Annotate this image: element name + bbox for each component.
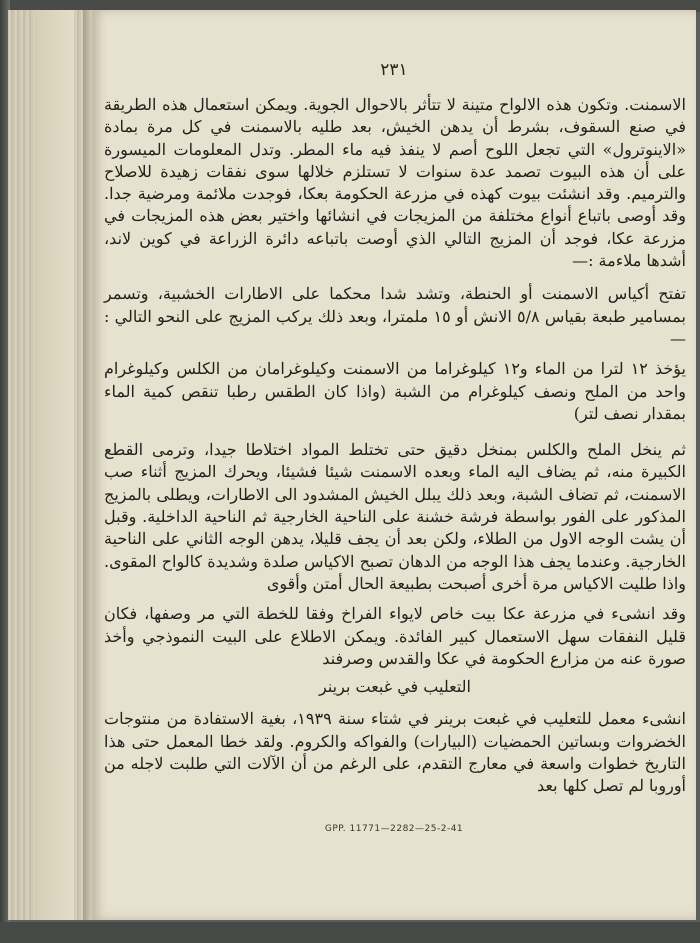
paragraph-2: تفتح أكياس الاسمنت أو الحنطة، وتشد شدا محكما على الاطارات الخشبية، وتسمر بمسامير طبعة بقياس ٥/٨ الانش أو ١٥ ملمترا، وبعد ذلك يركب المزيج على النحو التالي :—: [104, 284, 686, 348]
page-edges: [34, 10, 74, 920]
book-cover-bottom: [0, 922, 700, 943]
book-page: [92, 10, 696, 920]
section-paragraph: انشىء معمل للتعليب في غبعت برينر في شتاء سنة ١٩٣٩، بغية الاستفادة من منتوجات الخضروات وبساتين الحمضيات (البيارات) والفواكه والكروم. ولقد خطا المعمل حتى هذا التاريخ خطوات واسعة في معارج التقدم، على الرغم من أن الآلات التي طلبت لاجله من أوروبا لم تصل كلها بعد: [104, 709, 686, 796]
paragraph-5: وقد انشىء في مزرعة عكا بيت خاص لايواء الفراخ وفقا للخطة التي مر وصفها، فكان قليل النفقات سهل الاستعمال كبير الفائدة. ويمكن الاطلاع على البيت النموذجي وأخذ صورة عنه من مزارع الحكومة في عكا والقدس وصرفند: [104, 604, 686, 668]
section-heading: التعليب في غبعت برينر: [319, 677, 471, 697]
paragraph-3: يؤخذ ١٢ لترا من الماء و١٢ كيلوغراما من الاسمنت وكيلوغرامان من الكلس وكيلوغرام واحد من الملح ونصف كيلوغرام من الشبة (واذا كان الطقس رطبا تنقص كمية الماء بمقدار نصف لتر): [104, 359, 686, 423]
print-reference: GPP. 11771—2282—25-2-41: [324, 824, 464, 834]
page-number: ٢٣١: [380, 60, 408, 80]
paragraph-4: ثم ينخل الملح والكلس بمنخل دقيق حتى تختلط المواد اختلاطا جيدا، وترمى القطع الكبيرة منه، ثم يضاف اليه الماء وبعده الاسمنت شيئا فشيئا، ويحرك المزيج أثناء صب الاسمنت، ثم تضاف الشبة، وبعد ذلك يبلل الخيش المشدود الى الاطارات، ويطلى بالمزيج المذكور على الفور بواسطة فرشة خشنة على الناحية الخارجية ثم الناحية الداخلية. وقبل أن يشت الوجه الاول من الطلاء، ولكن بعد أن يجف قليلا، يدهن الوجه الثاني على الناحية الخارجية. وعندما يجف هذا الوجه من الدهان تصبح الاكياس صلدة وشديدة كالواح المقوى. واذا طليت الاكياس مرة أخرى أصبحت بطبيعة الحال أمتن وأقوى: [104, 440, 686, 593]
page-body: [104, 94, 686, 798]
page-stack: [8, 10, 85, 920]
paragraph-1: الاسمنت. وتكون هذه الالواح متينة لا تتأثر بالاحوال الجوية. ويمكن استعمال هذه الطريقة في صنع السقوف، بشرط أن يدهن الخيش، بعد طليه بالاسمنت في كل مرة بمادة «الاينوترول» التي تجعل اللوح أصم لا ينفذ فيه ماء المطر. وتدل المعلومات الميسورة على أن هذه البيوت تصمد عدة سنوات لا تستلزم خلالها سوى نفقات زهيدة للاصلاح والترميم. وقد انشئت بيوت كهذه في مزرعة الحكومة بعكا، فوجدت ملائمة ومرضية جدا. وقد أوصى باتباع أنواع مختلفة من المزيجات في انشائها واختير بعض هذه المزيجات في مزرعة عكا، فوجد أن المزيج التالي الذي أوصت باتباعه دائرة الزراعة في كوين لاند، أشدها ملاءمة :—: [104, 95, 686, 271]
